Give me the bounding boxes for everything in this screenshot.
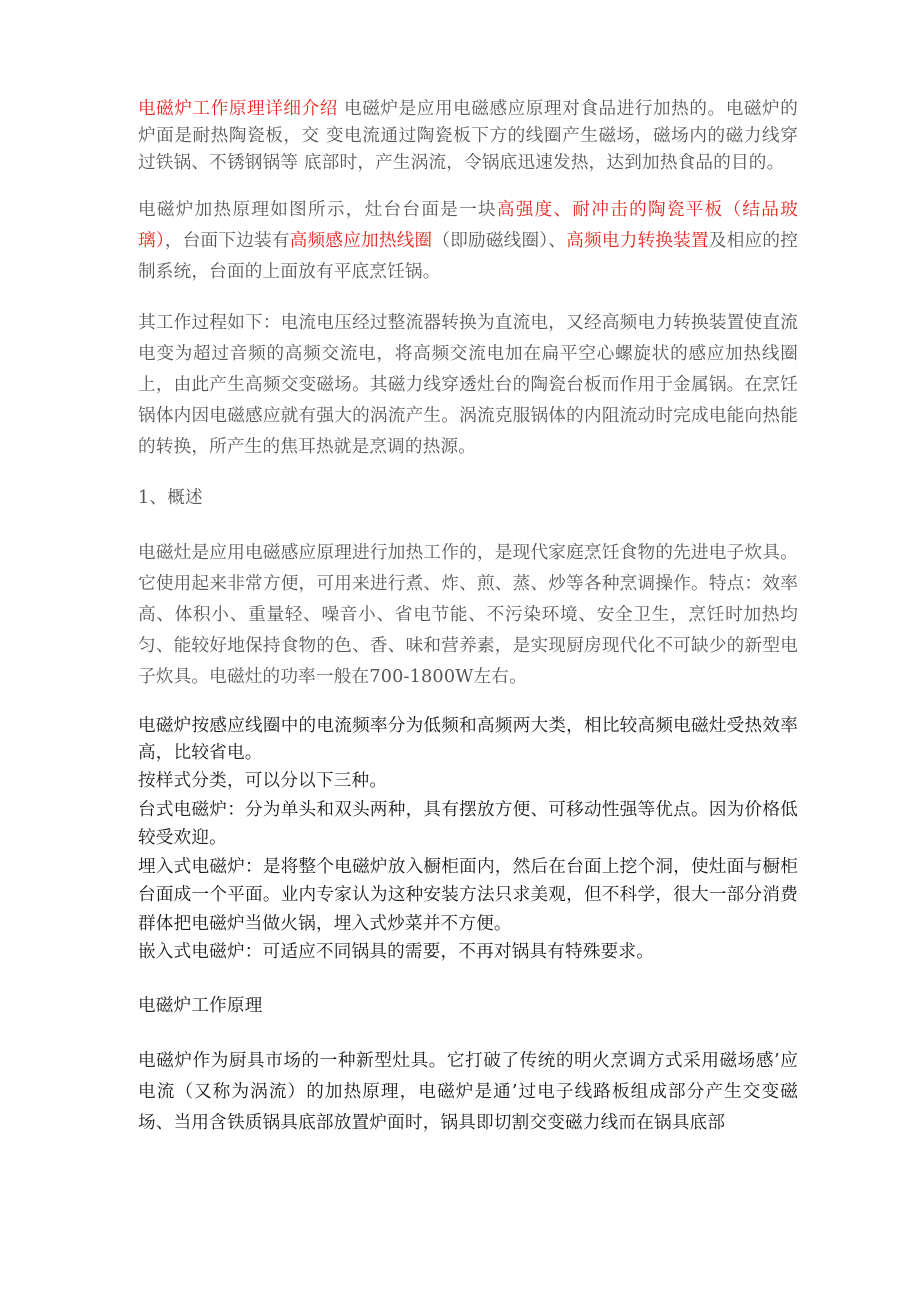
process-paragraph: 其工作过程如下：电流电压经过整流器转换为直流电，又经高频电力转换装置使直流电变为超过音频的高频交流电，将高频交流电加在扁平空心螺旋状的感应加热线圈上，由此产生高频交变磁场。其磁力线穿透灶台的陶瓷台板而作用于金属锅。在烹饪锅体内因电磁感应就有强大的涡流产生。涡流克服锅体的内阻流动时完成电能向热能的转换，所产生的焦耳热就是烹调的热源。 xyxy=(138,313,798,457)
intro-body: 电磁炉是应用电磁感应原理对食品进行加热的。电磁炉的炉面是耐热陶瓷板，交 变电流通过陶瓷板下方的线圈产生磁场，磁场内的磁力线穿过铁锅、不锈钢锅等 底部时，产生涡流，令锅底迅速发热，达到加热食品的目的。 xyxy=(138,99,799,173)
document-page xyxy=(138,96,798,1139)
heating-highlight-ceramic: 高强度、耐冲击的陶瓷平板（结品玻璃） xyxy=(138,200,798,251)
heating-paragraph xyxy=(138,195,798,288)
principle-paragraph: 电磁炉作为厨具市场的一种新型灶具。它打破了传统的明火烹调方式采用磁场感’应电流（又称为涡流）的加热原理，电磁炉是通’过电子线路板组成部分产生交变磁场、当用含铁质锅具底部放置炉面时，锅具即切割交变磁力线而在锅具底部 xyxy=(138,1050,798,1133)
principle-heading: 电磁炉工作原理 xyxy=(138,995,263,1016)
heating-highlight-converter: 高频电力转换装置 xyxy=(566,231,709,251)
types-desktop-paragraph: 台式电磁炉：分为单头和双头两种，具有摆放方便、可移动性强等优点。因为价格低较受欢迎。 xyxy=(138,799,798,848)
types-freq-paragraph: 电磁炉按感应线圈中的电流频率分为低频和高频两大类，相比较高频电磁灶受热效率高，比较省电。 xyxy=(138,716,798,763)
heating-text-4: 及相应的控制系统，台面的上面放有平底烹饪锅。 xyxy=(138,231,798,282)
intro-title: 电磁炉工作原理详细介绍 xyxy=(138,99,338,119)
overview-paragraph: 电磁灶是应用电磁感应原理进行加热工作的，是现代家庭烹饪食物的先进电子炊具。它使用起来非常方便，可用来进行煮、炸、煎、蒸、炒等各种烹调操作。特点：效率高、体积小、重量轻、噪音小、省电节能、不污染环境、安全卫生，烹饪时加热均匀、能较好地保持食物的色、香、味和营养素，是实现厨房现代化不可缺少的新型电子炊具。电磁灶的功率一般在700-1800W左右。 xyxy=(138,543,798,687)
heating-text-3: （即励磁线圈）、 xyxy=(432,231,567,251)
overview-heading: 1、概述 xyxy=(138,488,203,508)
heating-highlight-coil: 高频感应加热线圈 xyxy=(289,231,433,251)
types-embedded-paragraph: 嵌入式电磁炉：可适应不同锅具的需要，不再对锅具有特殊要求。 xyxy=(138,942,655,962)
heating-text-1: 电磁炉加热原理如图所示，灶台台面是一块 xyxy=(138,200,497,220)
heating-text-2: ，台面下边装有 xyxy=(164,231,290,251)
intro-paragraph xyxy=(138,96,798,177)
types-builtin-paragraph: 埋入式电磁炉：是将整个电磁炉放入橱柜面内，然后在台面上挖个洞，使灶面与橱柜台面成一个平面。业内专家认为这种安装方法只求美观，但不科学，很大一部分消费群体把电磁炉当做火锅，埋入式炒菜并不方便。 xyxy=(138,856,798,934)
types-style-line: 按样式分类，可以分以下三种。 xyxy=(138,771,388,791)
